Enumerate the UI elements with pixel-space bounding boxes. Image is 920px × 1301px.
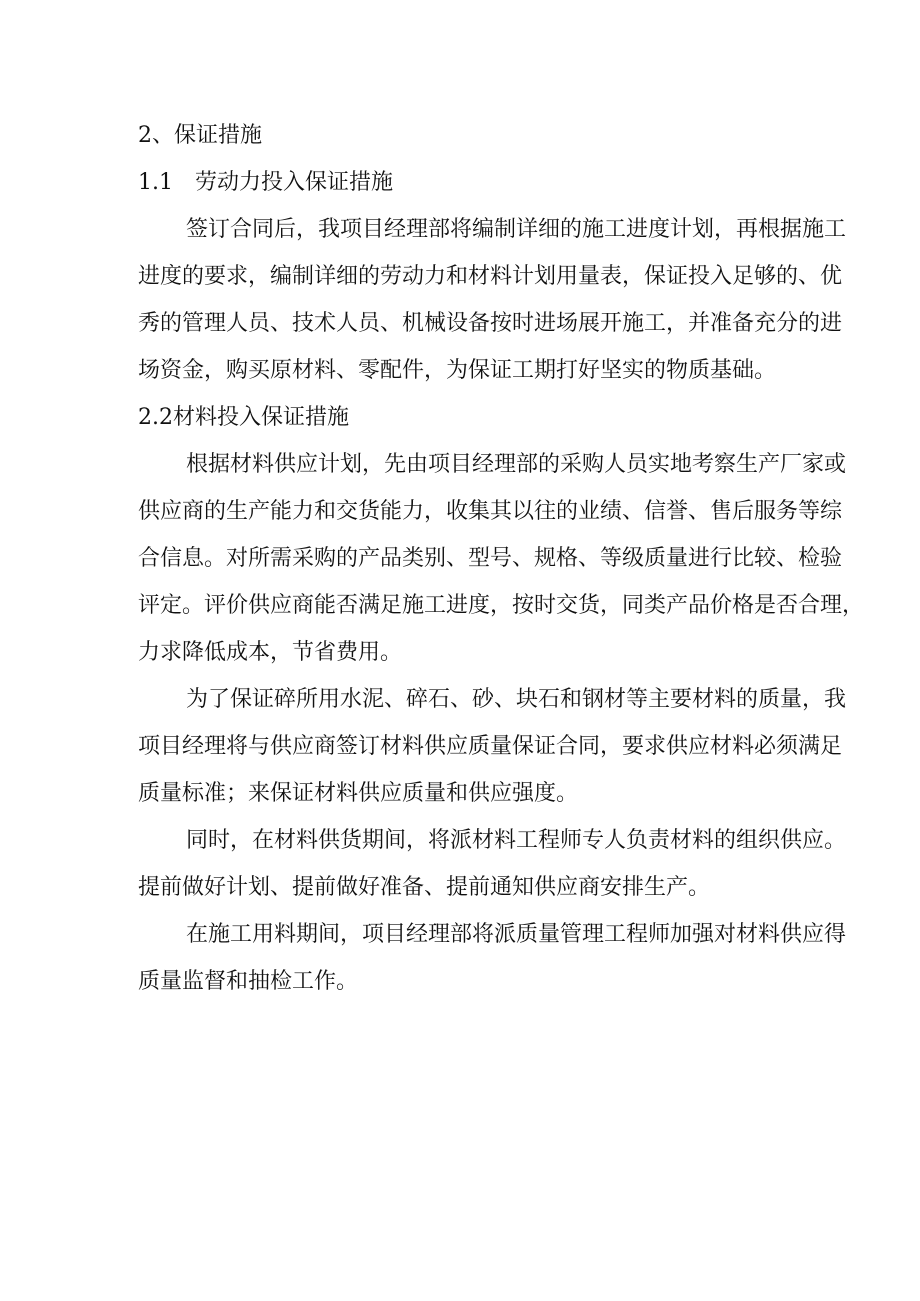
- paragraph-line: 场资金，购买原材料、零配件，为保证工期打好坚实的物质基础。: [138, 358, 777, 383]
- document-body: [138, 112, 888, 1005]
- paragraph-line: 质量监督和抽检工作。: [138, 969, 359, 994]
- paragraph-line: 在施工用料期间，项目经理部将派质量管理工程师加强对材料供应得: [186, 922, 847, 947]
- paragraph-labor-plan: [138, 206, 888, 394]
- paragraph-line: 项目经理将与供应商签订材料供应质量保证合同，要求供应材料必须满足: [138, 734, 843, 759]
- paragraph-line: 力求降低成本，节省费用。: [138, 640, 403, 665]
- paragraph-supplier-evaluation: [138, 441, 888, 676]
- paragraph-material-engineer: [138, 817, 888, 911]
- section-heading-2: 2、保证措施: [138, 123, 262, 148]
- paragraph-line: 根据材料供应计划，先由项目经理部的采购人员实地考察生产厂家或: [186, 452, 847, 477]
- paragraph-line: 评定。评价供应商能否满足施工进度，按时交货，同类产品价格是否合理，: [138, 593, 865, 618]
- paragraph-line: 提前做好计划、提前做好准备、提前通知供应商安排生产。: [138, 875, 711, 900]
- paragraph-line: 供应商的生产能力和交货能力，收集其以往的业绩、信誉、售后服务等综: [138, 499, 843, 524]
- paragraph-line: 同时，在材料供货期间，将派材料工程师专人负责材料的组织供应。: [186, 828, 847, 853]
- subsection-heading-1-1: 1.1 劳动力投入保证措施: [138, 170, 393, 195]
- paragraph-quality-contract: [138, 676, 888, 817]
- paragraph-line: 进度的要求，编制详细的劳动力和材料计划用量表，保证投入足够的、优: [138, 264, 843, 289]
- paragraph-line: 为了保证碎所用水泥、碎石、砂、块石和钢材等主要材料的质量，我: [186, 687, 847, 712]
- paragraph-line: 签订合同后，我项目经理部将编制详细的施工进度计划，再根据施工: [186, 217, 847, 242]
- paragraph-line: 质量标准；来保证材料供应质量和供应强度。: [138, 781, 579, 806]
- paragraph-line: 合信息。对所需采购的产品类别、型号、规格、等级质量进行比较、检验: [138, 546, 843, 571]
- paragraph-quality-supervision: [138, 911, 888, 1005]
- paragraph-line: 秀的管理人员、技术人员、机械设备按时进场展开施工，并准备充分的进: [138, 311, 843, 336]
- subsection-heading-2-2: 2.2材料投入保证措施: [138, 405, 349, 430]
